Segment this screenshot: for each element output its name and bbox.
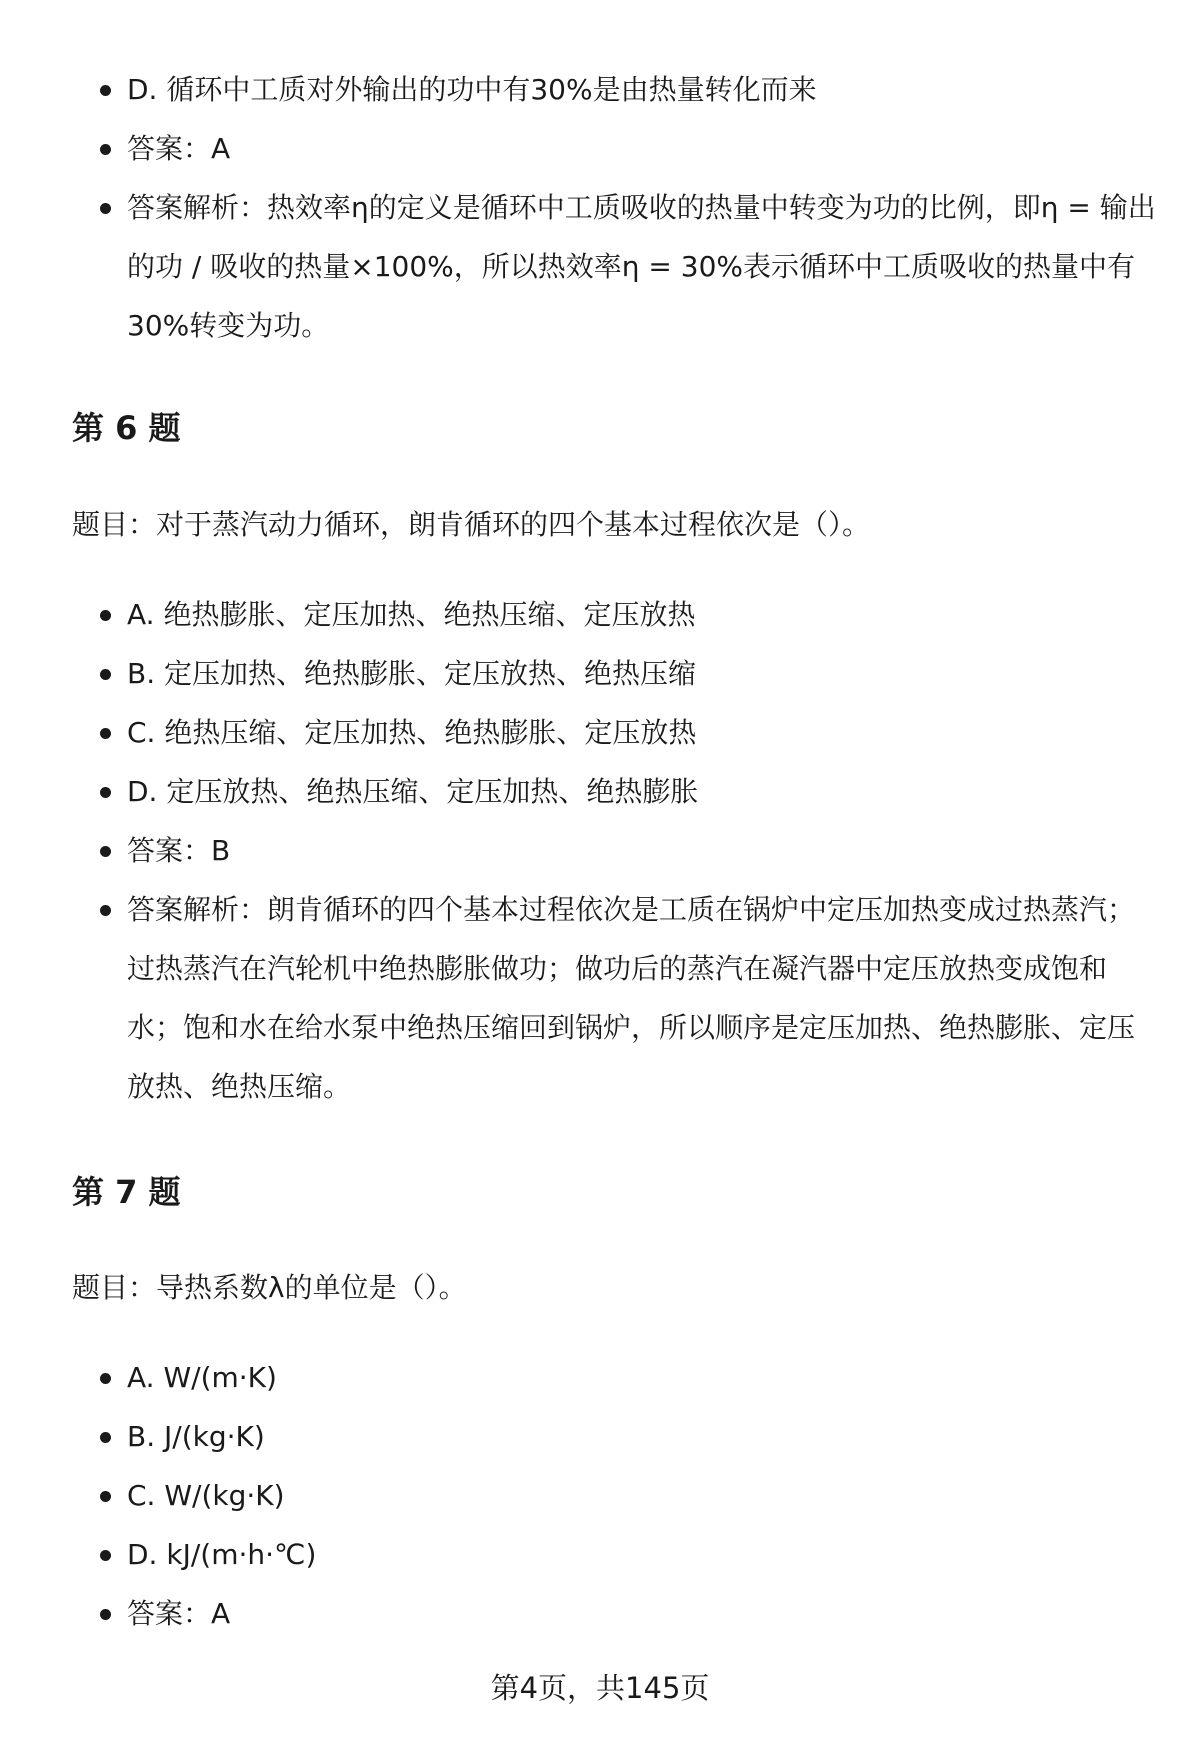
option-list <box>72 585 1162 1116</box>
answer: 答案：A <box>72 1584 1162 1643</box>
answer: 答案：A <box>72 119 1162 178</box>
option-list <box>72 60 1162 355</box>
question-7-text: 题目：导热系数λ的单位是（）。 <box>72 1271 467 1304</box>
option-a: A. W/(m·K) <box>72 1348 1162 1407</box>
option-d: D. 循环中工质对外输出的功中有30%是由热量转化而来 <box>72 60 1162 119</box>
question-5-tail <box>72 60 1162 355</box>
answer: 答案：B <box>72 821 1162 880</box>
option-a: A. 绝热膨胀、定压加热、绝热压缩、定压放热 <box>72 585 1162 644</box>
option-b: B. 定压加热、绝热膨胀、定压放热、绝热压缩 <box>72 644 1162 703</box>
question-6-text: 题目：对于蒸汽动力循环，朗肯循环的四个基本过程依次是（）。 <box>72 508 871 541</box>
answer-explanation: 答案解析：热效率η的定义是循环中工质吸收的热量中转变为功的比例，即η = 输出的功 / 吸收的热量×100%，所以热效率η = 30%表示循环中工质吸收的热量中有30%转变为功。 <box>72 178 1162 355</box>
option-d: D. kJ/(m·h·℃) <box>72 1525 1162 1584</box>
option-c: C. W/(kg·K) <box>72 1466 1162 1525</box>
question-6-options <box>72 585 1162 1116</box>
question-7-options <box>72 1348 1162 1643</box>
question-6-heading: 第 6 题 <box>72 409 181 447</box>
option-list <box>72 1348 1162 1643</box>
option-c: C. 绝热压缩、定压加热、绝热膨胀、定压放热 <box>72 703 1162 762</box>
page-footer: 第4页，共145页 <box>490 1671 710 1705</box>
option-d: D. 定压放热、绝热压缩、定压加热、绝热膨胀 <box>72 762 1162 821</box>
question-7-heading: 第 7 题 <box>72 1173 181 1211</box>
option-b: B. J/(kg·K) <box>72 1407 1162 1466</box>
answer-explanation: 答案解析：朗肯循环的四个基本过程依次是工质在锅炉中定压加热变成过热蒸汽；过热蒸汽在汽轮机中绝热膨胀做功；做功后的蒸汽在凝汽器中定压放热变成饱和水；饱和水在给水泵中绝热压缩回到锅炉，所以顺序是定压加热、绝热膨胀、定压放热、绝热压缩。 <box>72 880 1162 1116</box>
